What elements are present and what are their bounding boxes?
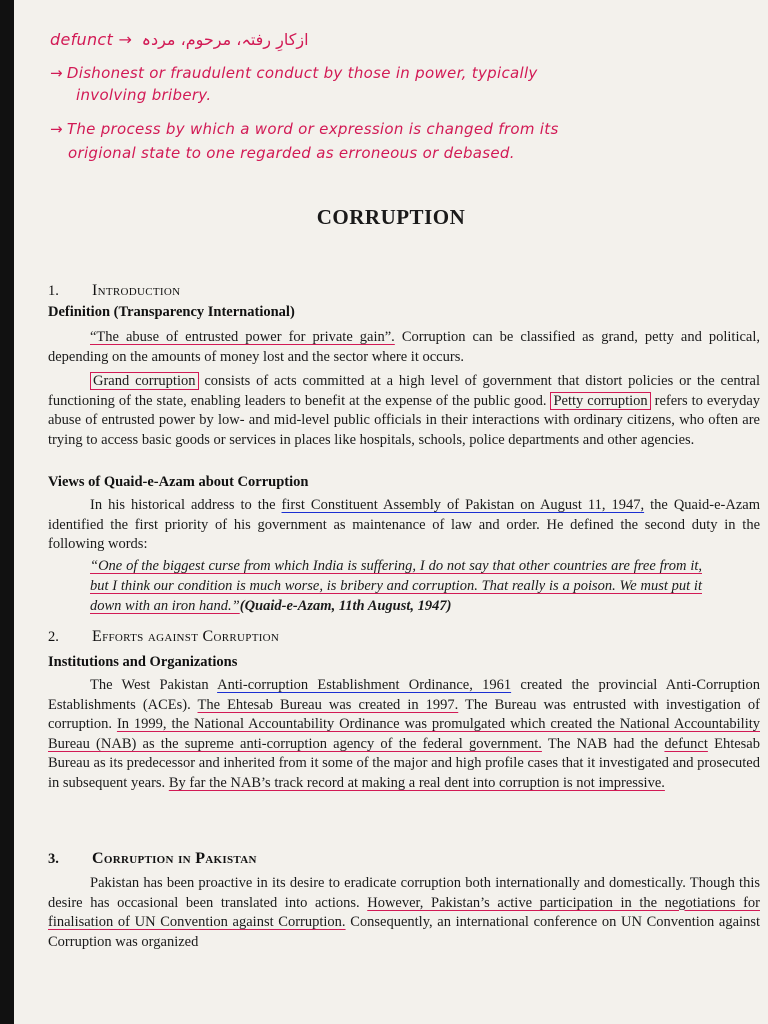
boxed-term-grand: Grand corruption (90, 372, 199, 390)
handwritten-note-word-corruption-cont: origional state to one regarded as erroneous or debased. (68, 144, 515, 162)
arrow-icon: → (50, 64, 63, 82)
institutions-paragraph: The West Pakistan Anti-corruption Establishment Ordinance, 1961 created the provincial Anti-Corruption Establishments (ACEs). The Ehtesab Bureau was created in 1997. The Bureau was entrusted with investigation of corruption. In 1999, the National Accountability Ordinance was promulgated which created the National Accountability Bureau (NAB) as the supreme anti-corruption agency of the federal government. The NAB had the defunct Ehtesab Bureau as its predecessor and inherited from it some of the major and high profile cases that it investigated and prosecuted in subsequent years. By far the NAB’s track record at making a real dent into corruption is not impressive. (48, 677, 761, 791)
arrow-icon: → (118, 30, 133, 49)
corruption-pakistan-paragraph: Pakistan has been proactive in its desire to eradicate corruption both internationally and domestically. Though this desire has occasional been translated into actions. However, Pakistan’s active participation in the negotiations for finalisation of UN Convention against Corruption. Consequently, an international conference on UN Convention against Corruption was organized (48, 875, 760, 950)
document-page (14, 0, 768, 1024)
handwritten-note-corruption-meaning: → Dishonest or fraudulent conduct by those in power, typically (50, 64, 538, 82)
handwritten-note-word-corruption: → The process by which a word or expression is changed from its (50, 120, 559, 138)
grand-petty-paragraph: Grand corruption consists of acts committed at a high level of government that distort policies or the central functioning of the state, enabling leaders to benefit at the expense of the public good. Petty corruption refers to everyday abuse of entrusted power by low- and mid-level public officials in their interactions with ordinary citizens, who often are trying to access basic goods or services in places like hospitals, schools, police departments and other agencies. (48, 373, 761, 448)
quaid-address-paragraph: In his historical address to the first Constituent Assembly of Pakistan on August 11, 1947, the Quaid-e-Azam identified the first priority of his government as maintenance of law and order. He defined the second duty in the following words: (48, 497, 760, 553)
arrow-icon: → (50, 120, 63, 138)
quaid-quote: “One of the biggest curse from which India is suffering, I do not say that other countries are free from it, but I think our condition is much worse, is bribery and corruption. That really is a poison. We must put it down with an iron hand.”(Quaid-e-Azam, 11th August, 1947) (90, 558, 702, 614)
note-urdu: ازکارِ رفتہ، مرحوم، مردہ (141, 30, 309, 49)
section-1-heading: 1. Introduction (48, 282, 181, 299)
handwritten-note-defunct (50, 30, 309, 49)
definition-paragraph: “The abuse of entrusted power for private gain”. Corruption can be classified as grand, petty and political, depending on the amounts of money lost and the sector where it occurs. (48, 329, 760, 365)
views-heading: Views of Quaid-e-Azam about Corruption (48, 474, 309, 490)
boxed-term-petty: Petty corruption (550, 392, 650, 410)
page-title: CORRUPTION (316, 205, 466, 229)
institutions-heading: Institutions and Organizations (48, 654, 238, 670)
section-3-heading: 3. Corruption in Pakistan (48, 850, 257, 867)
note-word: defunct (50, 30, 114, 49)
definition-heading: Definition (Transparency International) (48, 304, 295, 320)
section-2-heading: 2. Efforts against Corruption (48, 628, 280, 645)
handwritten-note-corruption-meaning-cont: involving bribery. (76, 86, 212, 104)
